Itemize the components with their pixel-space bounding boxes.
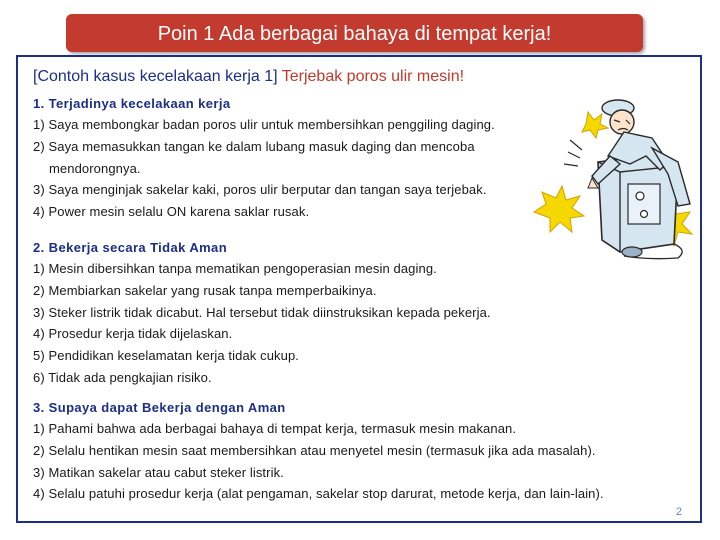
machine-dial-icon <box>636 192 644 200</box>
list-item-continuation: mendorongnya. <box>49 160 141 176</box>
case-title <box>33 67 464 87</box>
list-item: 3) Matikan sakelar atau cabut steker listrik. <box>33 464 284 480</box>
list-item: 2) Membiarkan sakelar yang rusak tanpa memperbaikinya. <box>33 282 377 298</box>
worker-head <box>610 110 634 134</box>
case-title-prefix: [Contoh kasus kecelakaan kerja 1] <box>33 68 282 85</box>
list-item: 6) Tidak ada pengkajian risiko. <box>33 369 212 385</box>
section-heading: 1. Terjadinya kecelakaan kerja <box>33 96 231 111</box>
list-item: 4) Power mesin selalu ON karena saklar rusak. <box>33 204 310 220</box>
list-item: 3) Steker listrik tidak dicabut. Hal tersebut tidak diinstruksikan kepada pekerja. <box>33 304 491 320</box>
impact-spark-icon <box>582 112 608 138</box>
list-item: 2) Saya memasukkan tangan ke dalam lubang masuk daging dan mencoba <box>33 138 475 154</box>
list-item: 1) Pahami bahwa ada berbagai bahaya di tempat kerja, termasuk mesin makanan. <box>33 421 517 436</box>
list-item: 4) Selalu patuhi prosedur kerja (alat pengaman, sakelar stop darurat, metode kerja, dan lain-lain). <box>33 486 604 502</box>
page-number: 2 <box>675 506 682 518</box>
motion-lines-icon <box>564 140 582 166</box>
section-heading: 3. Supaya dapat Bekerja dengan Aman <box>33 400 286 415</box>
machine-dial-icon <box>641 211 648 218</box>
foot-switch-icon <box>622 247 642 257</box>
section-unsafe-work <box>33 238 491 389</box>
case-title-highlight: Terjebak poros ulir mesin! <box>281 68 465 85</box>
list-item: 1) Mesin dibersihkan tanpa mematikan pengoperasian mesin daging. <box>33 261 437 276</box>
section-accident <box>33 94 495 223</box>
section-safe-work <box>33 398 604 505</box>
list-item: 3) Saya menginjak sakelar kaki, poros ulir berputar dan tangan saya terjebak. <box>33 182 487 198</box>
slide-title: Poin 1 Ada berbagai bahaya di tempat kerja! <box>66 14 643 52</box>
impact-spark-icon <box>534 186 584 232</box>
worker-machine-illustration <box>528 92 700 262</box>
list-item: 4) Prosedur kerja tidak dijelaskan. <box>33 326 233 342</box>
list-item: 1) Saya membongkar badan poros ulir untuk membersihkan penggiling daging. <box>33 117 495 132</box>
list-item: 2) Selalu hentikan mesin saat membersihkan atau menyetel mesin (termasuk jika ada masalah). <box>33 442 596 458</box>
list-item: 5) Pendidikan keselamatan kerja tidak cukup. <box>33 348 299 364</box>
section-heading: 2. Bekerja secara Tidak Aman <box>33 240 228 255</box>
